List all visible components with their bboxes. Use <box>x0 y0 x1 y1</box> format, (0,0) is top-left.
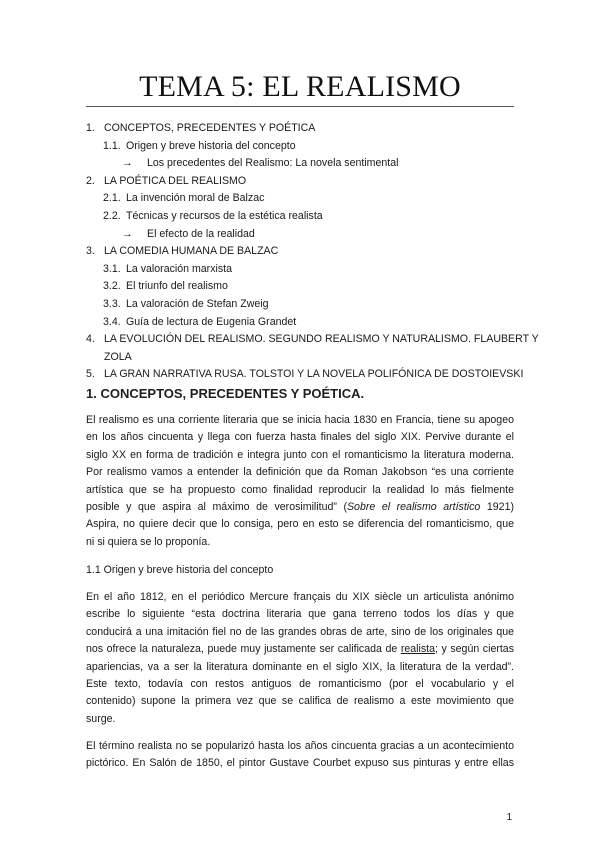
arrow-icon: → <box>122 157 133 170</box>
toc-item: 1. CONCEPTOS, PRECEDENTES Y POÉTICA <box>86 122 316 134</box>
title-underline <box>86 106 514 107</box>
document-title: TEMA 5: EL REALISMO <box>139 70 461 103</box>
subsection-heading: 1.1 Origen y breve historia del concepto <box>86 564 274 576</box>
toc-item: → El efecto de la realidad <box>86 226 526 244</box>
paragraph: El realismo es una corriente literaria que se inicia hacia 1830 en Francia, tiene su apogeo en los años cincuenta y llega con fuerza hasta finales del siglo XIX. Pervive durante el siglo XX en forma de tradición e integra junto con el romanticismo la literatura moderna. Por realismo vamos a entender la definición que da Roman Jakobson “es una corriente artística que se ha propuesto como finalidad reproducir la realidad lo más fielmente posible y que aspira al máximo de verosimilitud” (Sobre el realismo artístico 1921) Aspira, no quiere decir que lo consiga, pero en esto se diferencia del romanticismo, que ni si quiera se lo proponía. <box>86 414 514 548</box>
toc-item: 3. LA COMEDIA HUMANA DE BALZAC <box>86 245 279 258</box>
toc-item: 5. LA GRAN NARRATIVA RUSA. TOLSTOI Y LA NOVELA POLIFÓNICA DE DOSTOIEVSKI <box>86 368 524 381</box>
toc-item: 4. LA EVOLUCIÓN DEL REALISMO. SEGUNDO REALISMO Y NATURALISMO. FLAUBERT Y <box>86 333 539 346</box>
toc-item: 2. LA POÉTICA DEL REALISMO <box>86 174 247 187</box>
toc-item: 2.1. La invención moral de Balzac <box>103 192 265 205</box>
toc-item: 3.1. La valoración marxista <box>103 262 232 275</box>
paragraph: El término realista no se popularizó hasta los años cincuenta gracias a un acontecimiento pictórico. En Salón de 1850, el pintor Gustave Courbet expuso sus pinturas y entre ellas <box>86 740 514 770</box>
toc-item-continuation: ZOLA <box>104 350 132 363</box>
paragraph: En el año 1812, en el periódico Mercure français du XIX siècle un articulista anónimo escribe lo siguiente “esta doctrina literaria que gana terreno todos los días y que conducirá a una imitación fiel no de las grandes obras de arte, sino de los originales que nos ofrece la naturaleza, puede muy justamente ser calificada de realista; y según ciertas apariencias, va a ser la literatura dominante en el siglo XIX, la literatura de la verdad”. Este texto, todavía con restos antiguos de romanticismo (por el vocabulario y el contenido) supone la primera vez que se califica de realismo a este movimiento que surge. <box>86 591 514 725</box>
toc-item: 3.3. La valoración de Stefan Zweig <box>103 297 269 310</box>
table-of-contents <box>86 120 539 384</box>
toc-item: 1.1. Origen y breve historia del concepto <box>103 139 296 152</box>
section-heading: 1. CONCEPTOS, PRECEDENTES Y POÉTICA. <box>86 386 365 401</box>
page-number: 1 <box>506 812 512 823</box>
toc-item: → Los precedentes del Realismo: La novela sentimental <box>86 155 526 173</box>
arrow-icon: → <box>122 227 133 240</box>
toc-item: 3.4. Guía de lectura de Eugenia Grandet <box>103 315 297 328</box>
book-title: Sobre el realismo artístico <box>346 500 481 513</box>
toc-item: 3.2. El triunfo del realismo <box>103 280 228 293</box>
toc-item: 2.2. Técnicas y recursos de la estética realista <box>103 209 323 222</box>
underlined-word: realista <box>400 643 435 656</box>
